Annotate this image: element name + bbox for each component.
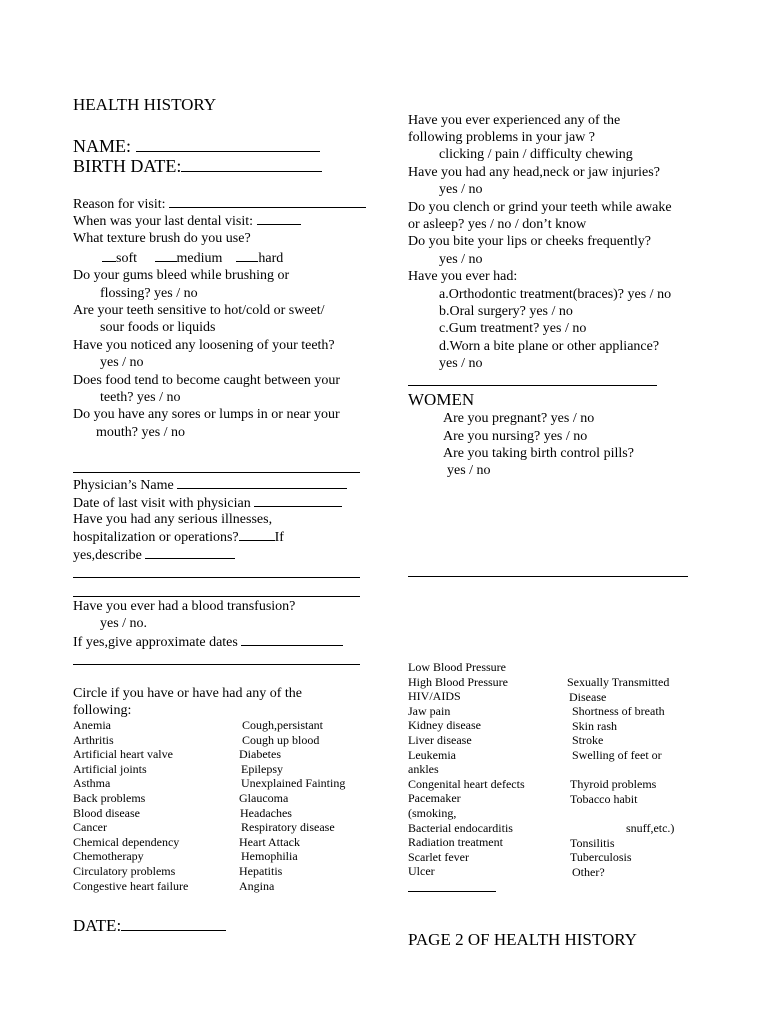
condition-item[interactable]: Radiation treatment: [408, 835, 503, 850]
condition-item[interactable]: Epilepsy: [241, 761, 283, 776]
condition-item[interactable]: Thyroid problems: [570, 777, 657, 792]
condition-item[interactable]: Respiratory disease: [241, 820, 335, 835]
name-label: NAME:: [73, 136, 131, 156]
injury-answer[interactable]: yes / no: [439, 182, 483, 197]
condition-item[interactable]: Cancer: [73, 820, 107, 835]
food-question: Does food tend to become caught between your: [73, 373, 341, 388]
nursing-answer[interactable]: Are you nursing? yes / no: [443, 429, 588, 444]
divider-line: [408, 385, 657, 386]
medium-option: medium: [176, 251, 223, 266]
illness-question-cont[interactable]: [73, 528, 284, 546]
last-dental-visit-blank[interactable]: [257, 212, 301, 225]
condition-item: snuff,etc.): [626, 820, 675, 835]
reason-field[interactable]: [73, 195, 366, 213]
jaw-question-cont: following problems in your jaw ?: [408, 130, 596, 145]
hard-blank[interactable]: [236, 249, 258, 262]
illness-describe-blank[interactable]: [145, 546, 235, 559]
illness-describe-label: yes,describe: [73, 548, 142, 563]
sores-question: Do you have any sores or lumps in or near your: [73, 407, 340, 422]
name-field[interactable]: [73, 135, 320, 157]
transfusion-dates-blank[interactable]: [241, 633, 343, 646]
condition-item[interactable]: Hemophilia: [241, 849, 298, 864]
reason-label: Reason for visit:: [73, 197, 166, 212]
condition-item[interactable]: Angina: [239, 878, 275, 893]
oral-surgery-answer[interactable]: b.Oral surgery? yes / no: [439, 304, 573, 319]
condition-item[interactable]: Asthma: [73, 776, 111, 791]
condition-item[interactable]: Unexplained Fainting: [241, 776, 346, 791]
condition-item[interactable]: Kidney disease: [408, 718, 481, 733]
transfusion-answer[interactable]: yes / no.: [100, 616, 148, 631]
condition-list-right-col2: [567, 675, 674, 879]
ever-had-question: Have you ever had:: [408, 269, 518, 284]
condition-item: Disease: [569, 689, 607, 704]
condition-item[interactable]: Chemical dependency: [73, 834, 180, 849]
last-dental-visit-field[interactable]: [73, 212, 301, 230]
condition-item[interactable]: Cough up blood: [242, 732, 320, 747]
food-answer[interactable]: teeth? yes / no: [100, 390, 181, 405]
circle-heading: Circle if you have or have had any of the: [73, 686, 302, 701]
condition-item[interactable]: Back problems: [73, 790, 146, 805]
condition-item[interactable]: Tonsilitis: [570, 835, 615, 850]
condition-item[interactable]: Low Blood Pressure: [408, 660, 506, 674]
describe-line-1[interactable]: [73, 577, 360, 578]
condition-item[interactable]: Tuberculosis: [570, 850, 632, 865]
jaw-question: Have you ever experienced any of the: [408, 113, 621, 128]
date-blank[interactable]: [121, 916, 226, 931]
condition-item[interactable]: Tobacco habit: [570, 791, 638, 806]
transfusion-line[interactable]: [73, 664, 360, 665]
condition-item[interactable]: Swelling of feet or: [572, 747, 662, 762]
physician-name-blank[interactable]: [177, 476, 347, 489]
brush-texture-options[interactable]: [102, 249, 283, 267]
condition-item[interactable]: Artificial joints: [73, 761, 147, 776]
condition-item[interactable]: Jaw pain: [408, 703, 451, 718]
physician-name-field[interactable]: [73, 476, 347, 494]
texture-question: What texture brush do you use?: [73, 231, 251, 246]
gums-answer[interactable]: flossing? yes / no: [100, 286, 198, 301]
condition-item: (smoking,: [408, 805, 457, 820]
condition-item[interactable]: Glaucoma: [239, 790, 289, 805]
soft-blank[interactable]: [102, 249, 116, 262]
condition-item[interactable]: Heart Attack: [239, 834, 300, 849]
condition-item[interactable]: Shortness of breath: [572, 704, 665, 719]
condition-item[interactable]: Blood disease: [73, 805, 140, 820]
illness-blank[interactable]: [239, 528, 275, 541]
illness-describe-field[interactable]: [73, 546, 235, 564]
gums-question: Do your gums bleed while brushing or: [73, 268, 290, 283]
page-footer: PAGE 2 OF HEALTH HISTORY: [408, 930, 637, 949]
condition-item[interactable]: Arthritis: [73, 732, 114, 747]
transfusion-question: Have you ever had a blood transfusion?: [73, 599, 296, 614]
pregnant-answer[interactable]: Are you pregnant? yes / no: [443, 411, 595, 426]
birth-date-field[interactable]: [73, 155, 322, 177]
date-field[interactable]: [73, 916, 226, 936]
medium-blank[interactable]: [155, 249, 177, 262]
condition-list-left-col1: [73, 718, 188, 893]
physician-last-visit-field[interactable]: [73, 494, 342, 512]
physician-name-label: Physician’s Name: [73, 478, 174, 493]
hard-option: hard: [258, 251, 284, 266]
birth-date-blank[interactable]: [181, 155, 322, 172]
clench-answer[interactable]: or asleep? yes / no / don’t know: [408, 217, 587, 232]
physician-last-visit-label: Date of last visit with physician: [73, 496, 251, 511]
date-label: DATE:: [73, 916, 122, 935]
condition-item[interactable]: Diabetes: [239, 747, 281, 762]
condition-item[interactable]: Cough,persistant: [242, 718, 323, 732]
condition-item[interactable]: Anemia: [73, 718, 111, 732]
bite-plane-question: d.Worn a bite plane or other appliance?: [439, 339, 660, 354]
condition-item[interactable]: Liver disease: [408, 732, 472, 747]
divider-line: [408, 576, 688, 577]
describe-line-2[interactable]: [73, 596, 360, 597]
bite-answer[interactable]: yes / no: [439, 252, 483, 267]
condition-item[interactable]: Congestive heart failure: [73, 878, 189, 893]
birth-control-answer[interactable]: yes / no: [447, 463, 491, 478]
illness-question: Have you had any serious illnesses,: [73, 512, 273, 527]
soft-option: soft: [116, 251, 137, 266]
circle-heading-cont: following:: [73, 703, 132, 718]
condition-item[interactable]: Chemotherapy: [73, 849, 144, 864]
sensitive-question-cont: sour foods or liquids: [100, 320, 216, 335]
divider-line: [73, 472, 360, 473]
condition-list-left-col2: [239, 718, 345, 893]
injury-question: Have you had any head,neck or jaw injuries?: [408, 165, 660, 180]
loosening-answer[interactable]: yes / no: [100, 355, 144, 370]
condition-item[interactable]: Ulcer: [408, 864, 435, 879]
illness-question-label: hospitalization or operations?: [73, 530, 239, 545]
condition-item[interactable]: Circulatory problems: [73, 863, 176, 878]
bite-plane-answer[interactable]: yes / no: [439, 356, 483, 371]
transfusion-dates-field[interactable]: [73, 633, 343, 651]
birth-date-label: BIRTH DATE:: [73, 156, 182, 176]
condition-item[interactable]: Congenital heart defects: [408, 776, 525, 791]
name-blank[interactable]: [136, 135, 320, 152]
condition-item[interactable]: HIV/AIDS: [408, 689, 461, 704]
condition-item[interactable]: Hepatitis: [239, 863, 283, 878]
condition-item[interactable]: Skin rash: [572, 718, 617, 733]
orthodontic-answer[interactable]: a.Orthodontic treatment(braces)? yes / no: [439, 287, 672, 302]
physician-last-visit-blank[interactable]: [254, 494, 342, 507]
bite-question: Do you bite your lips or cheeks frequently?: [408, 234, 651, 249]
condition-item[interactable]: Leukemia: [408, 747, 456, 762]
condition-item[interactable]: Sexually Transmitted: [567, 675, 670, 689]
gum-treatment-answer[interactable]: c.Gum treatment? yes / no: [439, 321, 587, 336]
condition-item[interactable]: Bacterial endocarditis: [408, 820, 513, 835]
sores-answer[interactable]: mouth? yes / no: [96, 425, 186, 440]
condition-item[interactable]: Other?: [572, 864, 605, 879]
loosening-question: Have you noticed any loosening of your teeth?: [73, 338, 335, 353]
jaw-answer[interactable]: clicking / pain / difficulty chewing: [439, 147, 633, 162]
condition-item[interactable]: Pacemaker: [408, 791, 461, 806]
condition-item[interactable]: Scarlet fever: [408, 849, 469, 864]
sensitive-question: Are your teeth sensitive to hot/cold or sweet/: [73, 303, 325, 318]
condition-item[interactable]: Artificial heart valve: [73, 747, 173, 762]
condition-item[interactable]: Headaches: [240, 805, 292, 820]
condition-list-right-col1: [408, 660, 525, 879]
birth-control-question: Are you taking birth control pills?: [443, 446, 634, 461]
clench-question: Do you clench or grind your teeth while awake: [408, 200, 672, 215]
last-dental-visit-label: When was your last dental visit:: [73, 214, 254, 229]
transfusion-dates-label: If yes,give approximate dates: [73, 635, 238, 650]
condition-item: ankles: [408, 762, 439, 777]
condition-item[interactable]: Stroke: [572, 733, 604, 748]
other-blank-line[interactable]: [408, 891, 496, 892]
page-title: HEALTH HISTORY: [73, 95, 217, 114]
women-heading: WOMEN: [408, 390, 475, 409]
reason-blank[interactable]: [169, 195, 366, 208]
condition-item[interactable]: High Blood Pressure: [408, 674, 508, 689]
illness-if-label: If: [274, 530, 284, 545]
